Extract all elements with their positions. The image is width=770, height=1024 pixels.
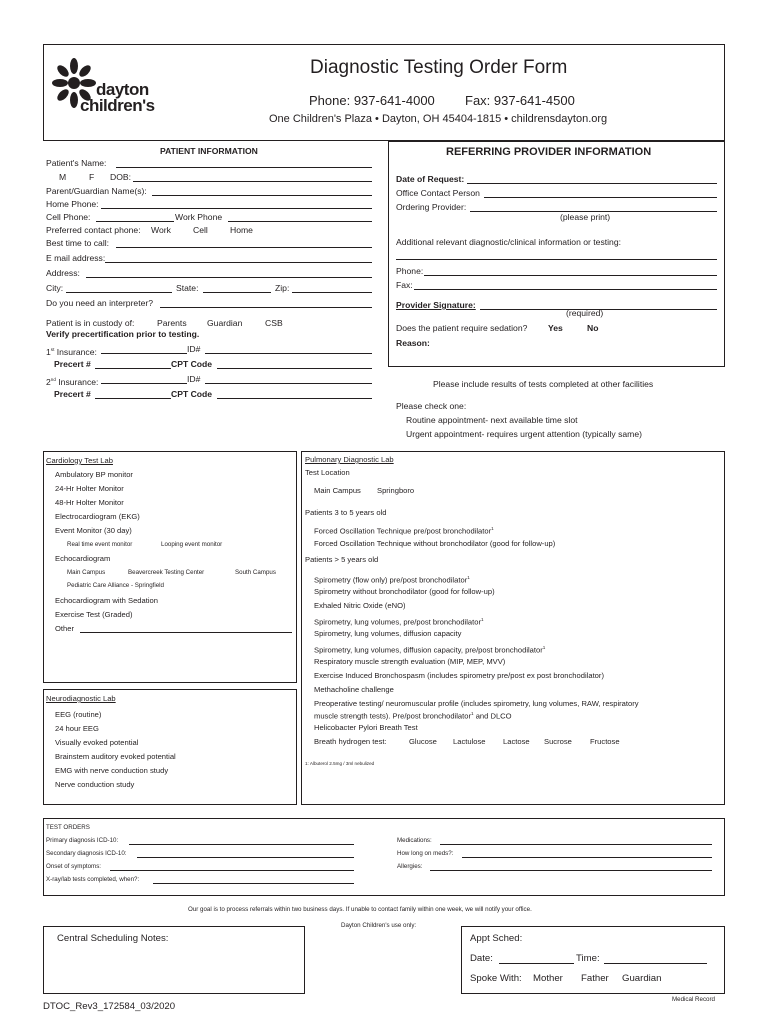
medical-record: Medical Record: [672, 996, 715, 1003]
additional-info-label: Additional relevant diagnostic/clinical information or testing:: [396, 237, 621, 247]
interpreter-label: Do you need an interpreter?: [46, 298, 154, 308]
precert2-label: Precert #: [54, 389, 91, 399]
email-label: E mail address:: [46, 253, 106, 263]
work-phone-label: Work Phone: [175, 212, 223, 222]
ins1-field[interactable]: [101, 353, 187, 354]
appt-time-label: Time:: [576, 953, 600, 964]
sex-m[interactable]: M: [59, 172, 67, 182]
results-notice: Please include results of tests completed at other facilities: [433, 379, 654, 389]
check-one: Please check one:: [396, 401, 467, 411]
neuro-item[interactable]: Nerve conduction study: [55, 780, 135, 789]
how-long-label: How long on meds?:: [397, 850, 454, 857]
neuro-item[interactable]: Brainstem auditory evoked potential: [55, 752, 176, 761]
ins2-id-label: ID#: [187, 374, 201, 384]
breath-glucose[interactable]: Glucose: [409, 737, 437, 746]
breath-lactulose[interactable]: Lactulose: [453, 737, 486, 746]
cardio-item[interactable]: 48-Hr Holter Monitor: [55, 498, 124, 507]
pulm-item[interactable]: Spirometry without bronchodilator (good for follow-up): [314, 587, 495, 596]
dayton-childrens-logo: [52, 58, 162, 120]
cardio-item[interactable]: 24-Hr Holter Monitor: [55, 484, 124, 493]
appt-date-field[interactable]: [499, 963, 574, 964]
preop-profile-cont: muscle strength tests). Pre/post bronchodilator$^1$ and DLCO: [314, 711, 512, 721]
ins2-field[interactable]: [101, 383, 187, 384]
header-address: One Children's Plaza • Dayton, OH 45404-1815 • childrensdayton.org: [269, 113, 608, 125]
work-phone-field[interactable]: [228, 221, 372, 222]
cardio-item[interactable]: Electrocardiogram (EKG): [55, 512, 140, 521]
patient-name-label: Patient's Name:: [46, 158, 107, 168]
loc-springboro[interactable]: Springboro: [377, 486, 415, 495]
office-contact-label: Office Contact Person: [396, 188, 480, 198]
cpt1-field[interactable]: [217, 368, 372, 369]
additional-info-field[interactable]: [396, 259, 717, 260]
custody-csb[interactable]: CSB: [265, 318, 283, 328]
guardian-field[interactable]: [152, 195, 372, 196]
spoke-with-label: Spoke With:: [470, 973, 522, 984]
onset-field[interactable]: [110, 870, 354, 871]
loc-main[interactable]: Main Campus: [314, 486, 361, 495]
pulm-item[interactable]: Respiratory muscle strength evaluation (MIP, MEP, MVV): [314, 657, 506, 666]
date-request-field[interactable]: [467, 183, 717, 184]
hpylori-test[interactable]: Helicobacter Pylori Breath Test: [314, 723, 418, 732]
echo-south[interactable]: South Campus: [235, 569, 276, 576]
pulm-item[interactable]: Spirometry, lung volumes, pre/post bronchodilator$^1$: [314, 617, 484, 627]
city-label: City:: [46, 283, 64, 293]
pref-work[interactable]: Work: [151, 225, 171, 235]
preferred-label: Preferred contact phone:: [46, 225, 141, 235]
allergies-label: Allergies:: [397, 863, 423, 870]
echo-item[interactable]: Echocardiogram: [55, 554, 111, 563]
provider-phone-label: Phone:: [396, 266, 424, 276]
provider-heading: REFERRING PROVIDER INFORMATION: [446, 146, 652, 158]
event-looping[interactable]: Looping event monitor: [161, 541, 223, 548]
how-long-field[interactable]: [462, 857, 712, 858]
primary-dx-label: Primary diagnosis ICD-10:: [46, 837, 119, 844]
pulm-item[interactable]: Exercise Induced Bronchospasm (includes spirometry pre/post ex post bronchodilator): [314, 671, 604, 680]
sedation-yes[interactable]: Yes: [548, 323, 563, 333]
address-label: Address:: [46, 268, 80, 278]
ordering-provider-label: Ordering Provider:: [396, 202, 467, 212]
date-request-label: Date of Request:: [396, 174, 465, 184]
state-field[interactable]: [203, 292, 271, 293]
cardio-other[interactable]: Other: [55, 624, 74, 633]
ins2-label: 2nd Insurance:: [46, 376, 99, 387]
office-contact-field[interactable]: [484, 197, 717, 198]
albuterol-footnote: 1: Albuterol 2.5mg / 3ml nebulized: [305, 761, 375, 766]
precert2-field[interactable]: [95, 398, 171, 399]
cpt1-label: CPT Code: [171, 359, 213, 369]
sedation-no[interactable]: No: [587, 323, 599, 333]
state-label: State:: [176, 283, 199, 293]
ins1-id-field[interactable]: [205, 353, 372, 354]
cell-phone-label: Cell Phone:: [46, 212, 91, 222]
reason-label: Reason:: [396, 338, 430, 348]
custody-label: Patient is in custody of:: [46, 318, 135, 328]
ins2-id-field[interactable]: [205, 383, 372, 384]
ins1-id-label: ID#: [187, 344, 201, 354]
urgent-appointment[interactable]: Urgent appointment- requires urgent attention (typically same): [406, 429, 642, 439]
routine-appointment[interactable]: Routine appointment- next available time slot: [406, 415, 578, 425]
sex-f[interactable]: F: [89, 172, 95, 182]
medications-label: Medications:: [397, 837, 432, 844]
echo-pca[interactable]: Pediatric Care Alliance - Springfield: [67, 582, 164, 589]
spoke-guardian[interactable]: Guardian: [622, 973, 662, 984]
pulm-item[interactable]: Spirometry, lung volumes, diffusion capacity, pre/post bronchodilator$^1$: [314, 645, 546, 655]
allergies-field[interactable]: [430, 870, 712, 871]
ins1-label: 1st Insurance:: [46, 346, 97, 357]
patient-name-field[interactable]: [116, 167, 372, 168]
cardio-other-field[interactable]: [80, 632, 292, 633]
provider-phone-field[interactable]: [424, 275, 717, 276]
exercise-test[interactable]: Exercise Test (Graded): [55, 610, 133, 619]
home-phone-field[interactable]: [101, 208, 372, 209]
form-code: DTOC_Rev3_172584_03/2020: [43, 1001, 176, 1012]
neuro-item[interactable]: EEG (routine): [55, 710, 102, 719]
header-fax: Fax: 937-641-4500: [465, 93, 575, 108]
neuro-title: Neurodiagnostic Lab: [46, 694, 116, 703]
appt-sched-label: Appt Sched:: [470, 933, 523, 944]
test-location: Test Location: [305, 468, 350, 477]
home-phone-label: Home Phone:: [46, 199, 99, 209]
cell-phone-field[interactable]: [96, 221, 174, 222]
cardiology-title: Cardiology Test Lab: [46, 456, 113, 465]
header-phone: Phone: 937-641-4000: [309, 93, 435, 108]
appt-time-field[interactable]: [604, 963, 707, 964]
precert1-field[interactable]: [95, 368, 171, 369]
medications-field[interactable]: [440, 844, 712, 845]
address-field[interactable]: [86, 277, 372, 278]
best-time-field[interactable]: [116, 247, 372, 248]
logo-line2: children's: [80, 96, 155, 115]
primary-dx-field[interactable]: [129, 844, 354, 845]
provider-fax-label: Fax:: [396, 280, 413, 290]
breath-lactose[interactable]: Lactose: [503, 737, 530, 746]
pref-home[interactable]: Home: [230, 225, 253, 235]
provider-signature-label: Provider Signature:: [396, 300, 476, 310]
signature-required: (required): [566, 308, 604, 318]
patient-heading: PATIENT INFORMATION: [160, 146, 258, 156]
echo-beavercreek[interactable]: Beavercreek Testing Center: [128, 569, 205, 576]
onset-label: Onset of symptoms:: [46, 863, 102, 870]
precert1-label: Precert #: [54, 359, 91, 369]
pulm-item[interactable]: Spirometry, lung volumes, diffusion capacity: [314, 629, 462, 638]
preop-profile[interactable]: Preoperative testing/ neuromuscular profile (includes spirometry, lung volumes, RAW, respiratory: [314, 699, 639, 708]
use-only: Dayton Children's use only:: [341, 922, 417, 929]
test-orders-title: TEST ORDERS: [46, 824, 90, 831]
city-field[interactable]: [66, 292, 172, 293]
dob-field[interactable]: [133, 181, 372, 182]
secondary-dx-field[interactable]: [137, 857, 354, 858]
echo-sedation[interactable]: Echocardiogram with Sedation: [55, 596, 158, 605]
email-field[interactable]: [105, 262, 372, 263]
cardio-item[interactable]: Event Monitor (30 day): [55, 526, 132, 535]
appt-date-label: Date:: [470, 953, 493, 964]
age-3-5: Patients 3 to 5 years old: [305, 508, 387, 517]
page-title: Diagnostic Testing Order Form: [310, 57, 568, 78]
fot-without[interactable]: Forced Oscillation Technique without bronchodilator (good for follow-up): [314, 539, 556, 548]
zip-label: Zip:: [275, 283, 290, 293]
pulm-item[interactable]: Methacholine challenge: [314, 685, 394, 694]
custody-guardian[interactable]: Guardian: [207, 318, 243, 328]
neuro-item[interactable]: 24 hour EEG: [55, 724, 99, 733]
guardian-label: Parent/Guardian Name(s):: [46, 186, 147, 196]
provider-fax-field[interactable]: [414, 289, 717, 290]
xray-label: X-ray/lab tests completed, when?:: [46, 876, 140, 883]
fot-pre-post[interactable]: Forced Oscillation Technique pre/post bronchodilator$^1$: [314, 526, 494, 536]
please-print: (please print): [560, 212, 611, 222]
breath-hydrogen: Breath hydrogen test:: [314, 737, 387, 746]
logo-line1: dayton: [96, 80, 149, 99]
dob-label: DOB:: [110, 172, 132, 182]
goal-notice: Our goal is to process referrals within two business days. If unable to contact family within one week, we will notify your office.: [188, 906, 532, 913]
secondary-dx-label: Secondary diagnosis ICD-10:: [46, 850, 127, 857]
scheduling-notes-label: Central Scheduling Notes:: [57, 933, 169, 944]
best-time-label: Best time to call:: [46, 238, 110, 248]
neuro-item[interactable]: Visually evoked potential: [55, 738, 139, 747]
pref-cell[interactable]: Cell: [193, 225, 208, 235]
cpt2-label: CPT Code: [171, 389, 213, 399]
pulm-item[interactable]: Spirometry (flow only) pre/post bronchodilator$^1$: [314, 575, 470, 585]
cardio-item[interactable]: Ambulatory BP monitor: [55, 470, 133, 479]
sedation-label: Does the patient require sedation?: [396, 323, 528, 333]
spoke-father[interactable]: Father: [581, 973, 609, 984]
interpreter-field[interactable]: [160, 307, 372, 308]
breath-sucrose[interactable]: Sucrose: [544, 737, 572, 746]
echo-main[interactable]: Main Campus: [67, 569, 106, 576]
breath-fructose[interactable]: Fructose: [590, 737, 620, 746]
verify-precert: Verify precertification prior to testing.: [46, 329, 200, 339]
custody-parents[interactable]: Parents: [157, 318, 187, 328]
age-over-5: Patients > 5 years old: [305, 555, 379, 564]
cpt2-field[interactable]: [217, 398, 372, 399]
xray-field[interactable]: [153, 883, 354, 884]
spoke-mother[interactable]: Mother: [533, 973, 563, 984]
pulm-item[interactable]: Exhaled Nitric Oxide (eNO): [314, 601, 406, 610]
neuro-item[interactable]: EMG with nerve conduction study: [55, 766, 169, 775]
event-realtime[interactable]: Real time event monitor: [67, 541, 133, 548]
zip-field[interactable]: [292, 292, 372, 293]
pulmonary-title: Pulmonary Diagnostic Lab: [305, 455, 394, 464]
